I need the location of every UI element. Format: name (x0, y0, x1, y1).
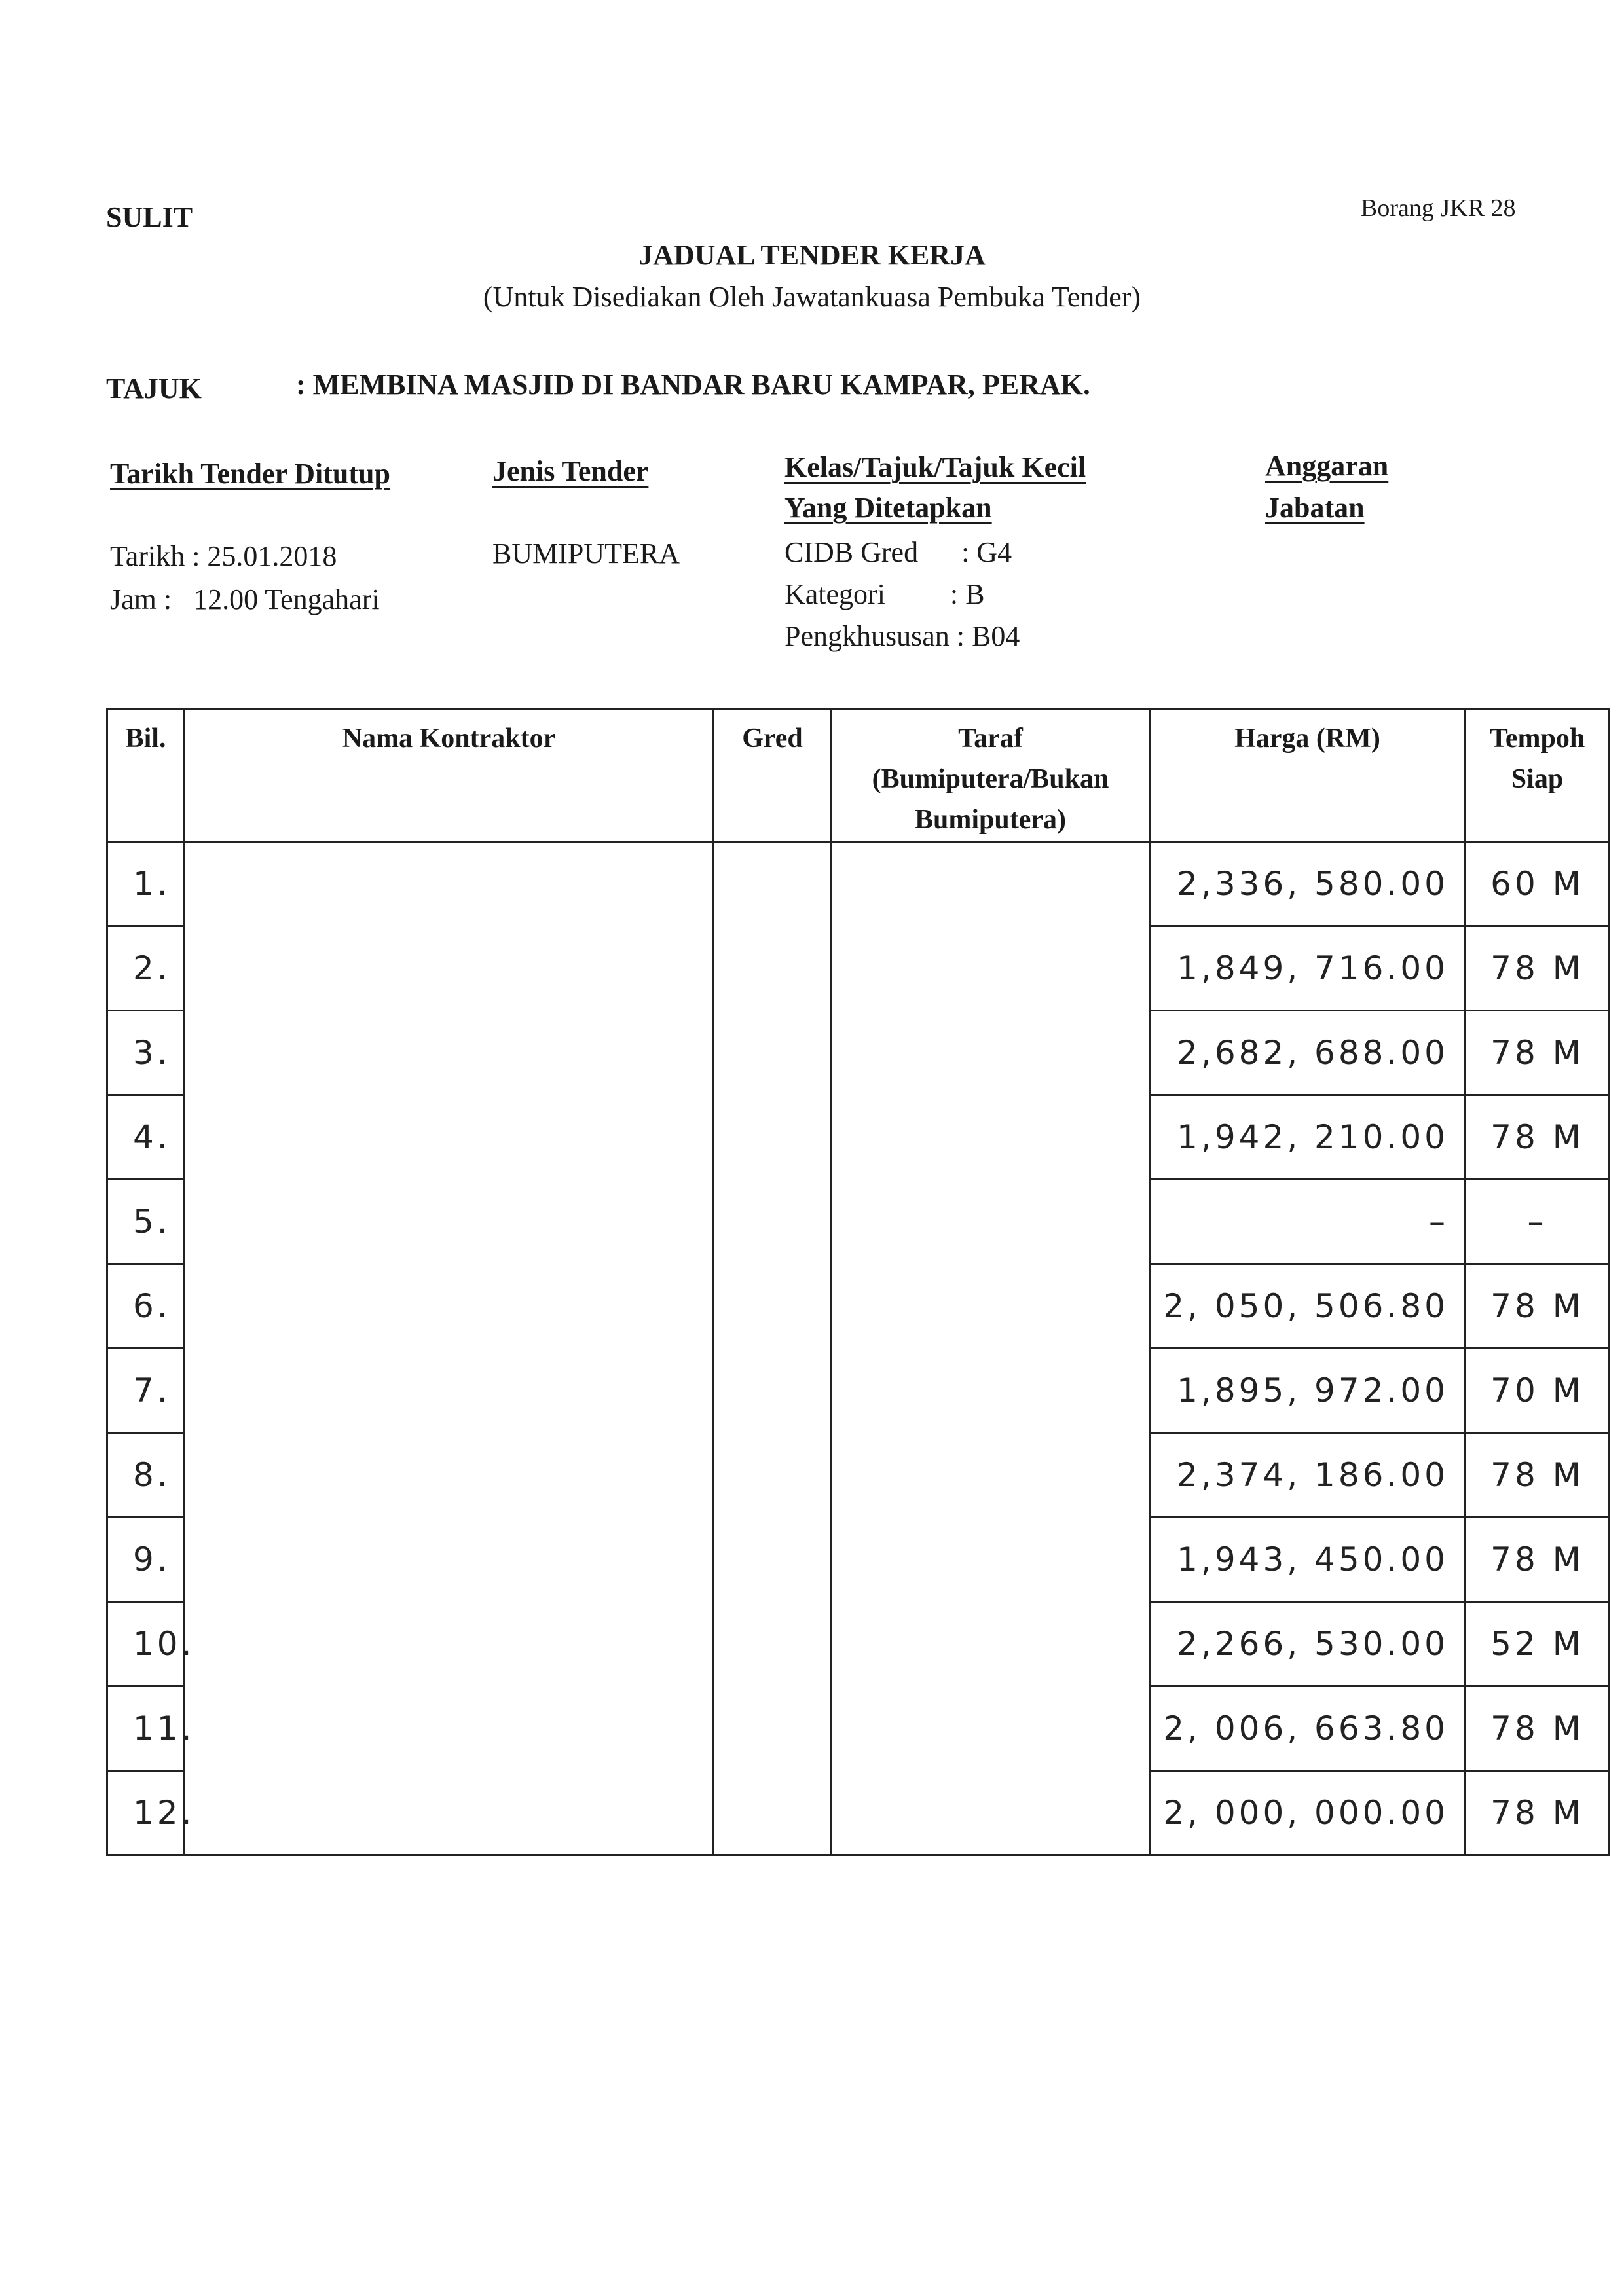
bil-value: 5. (133, 1203, 171, 1241)
harga-cell (1150, 1771, 1466, 1855)
gred-cell (714, 1686, 832, 1771)
tarikh-tender-ditutup-heading: Tarikh Tender Ditutup (110, 458, 390, 490)
tempoh-siap-cell (1466, 1518, 1610, 1602)
classification-label: SULIT (106, 201, 193, 233)
bil-cell (107, 1433, 185, 1518)
table-row (107, 1011, 1610, 1095)
document-title: JADUAL TENDER KERJA (638, 239, 986, 271)
tajuk-value: : MEMBINA MASJID DI BANDAR BARU KAMPAR, PERAK. (296, 369, 1090, 401)
tempoh-siap-cell (1466, 1180, 1610, 1264)
harga-value: 2, 006, 663.80 (1163, 1709, 1449, 1747)
tajuk-label: TAJUK (106, 373, 202, 405)
table-row (107, 1349, 1610, 1433)
tempoh-siap-value: 78 M (1490, 1794, 1584, 1832)
gred-cell (714, 1180, 832, 1264)
bil-cell (107, 1518, 185, 1602)
table-row (107, 1686, 1610, 1771)
bil-value: 3. (133, 1034, 171, 1072)
taraf-cell (832, 1518, 1150, 1602)
tempoh-siap-value: 78 M (1490, 1287, 1584, 1325)
bil-cell (107, 1771, 195, 1855)
nama-kontraktor-cell (185, 926, 714, 1011)
tempoh-siap-value: 52 M (1490, 1625, 1584, 1663)
nama-kontraktor-cell (185, 842, 714, 926)
gred-cell (714, 1095, 832, 1180)
header-taraf-line1: Taraf (958, 723, 1023, 754)
taraf-cell (832, 1349, 1150, 1433)
gred-cell (714, 1602, 832, 1686)
document-subtitle: (Untuk Disediakan Oleh Jawatankuasa Pembuka Tender) (483, 281, 1141, 313)
harga-cell (1150, 1095, 1466, 1180)
harga-cell (1150, 926, 1466, 1011)
tempoh-siap-cell (1466, 1602, 1610, 1686)
harga-value: 1,895, 972.00 (1177, 1372, 1449, 1410)
table-row (107, 1095, 1610, 1180)
taraf-cell (832, 842, 1150, 926)
bil-cell (107, 1180, 185, 1264)
bil-value: 12. (133, 1794, 195, 1832)
harga-cell (1150, 1433, 1466, 1518)
harga-value: 1,942, 210.00 (1177, 1118, 1449, 1156)
nama-kontraktor-cell (185, 1180, 714, 1264)
tempoh-siap-cell (1466, 1771, 1610, 1855)
header-taraf (832, 710, 1150, 842)
gred-cell (714, 1011, 832, 1095)
bil-cell (107, 842, 185, 926)
bil-value: 7. (133, 1372, 171, 1410)
tender-table (106, 708, 1610, 1856)
jam-value: Jam : 12.00 Tengahari (110, 583, 380, 615)
nama-kontraktor-cell (185, 1433, 714, 1518)
bil-cell (107, 926, 185, 1011)
nama-kontraktor-cell (185, 1602, 714, 1686)
bil-value: 6. (133, 1287, 171, 1325)
table-row (107, 926, 1610, 1011)
table-row (107, 1180, 1610, 1264)
bil-value: 9. (133, 1540, 171, 1578)
nama-kontraktor-cell (185, 1518, 714, 1602)
table-row (107, 1602, 1610, 1686)
tempoh-siap-value: 70 M (1490, 1372, 1584, 1410)
tempoh-siap-value: 78 M (1490, 1709, 1584, 1747)
taraf-cell (832, 1686, 1150, 1771)
kelas-heading-line1: Kelas/Tajuk/Tajuk Kecil (784, 451, 1086, 483)
tempoh-siap-value: 78 M (1490, 1034, 1584, 1072)
header-tempoh-line2: Siap (1511, 764, 1564, 794)
header-bil: Bil. (107, 710, 185, 842)
harga-cell (1150, 1518, 1466, 1602)
bil-cell (107, 1264, 185, 1349)
kelas-heading-line2: Yang Ditetapkan (784, 492, 992, 524)
bil-value: 1. (133, 865, 171, 903)
harga-value: 2,266, 530.00 (1177, 1625, 1449, 1663)
gred-cell (714, 1518, 832, 1602)
header-taraf-line3: Bumiputera) (915, 805, 1066, 835)
header-nama-kontraktor: Nama Kontraktor (185, 710, 714, 842)
header-tempoh-siap (1466, 710, 1610, 842)
nama-kontraktor-cell (185, 1771, 714, 1855)
tempoh-siap-value: – (1527, 1203, 1547, 1241)
tempoh-siap-cell (1466, 1349, 1610, 1433)
harga-cell (1150, 1264, 1466, 1349)
tempoh-siap-value: 78 M (1490, 1540, 1584, 1578)
table-row (107, 1264, 1610, 1349)
harga-value: – (1429, 1203, 1449, 1241)
bil-cell (107, 1011, 185, 1095)
gred-cell (714, 1771, 832, 1855)
harga-value: 1,849, 716.00 (1177, 949, 1449, 987)
kategori: Kategori : B (784, 578, 985, 610)
tempoh-siap-cell (1466, 1011, 1610, 1095)
table-row (107, 1433, 1610, 1518)
bil-cell (107, 1602, 195, 1686)
taraf-cell (832, 1433, 1150, 1518)
bil-value: 2. (133, 949, 171, 987)
tempoh-siap-value: 78 M (1490, 949, 1584, 987)
harga-cell (1150, 842, 1466, 926)
harga-cell (1150, 1602, 1466, 1686)
harga-value: 1,943, 450.00 (1177, 1540, 1449, 1578)
tempoh-siap-cell (1466, 842, 1610, 926)
tempoh-siap-cell (1466, 1686, 1610, 1771)
pengkhususan: Pengkhususan : B04 (784, 620, 1020, 652)
bil-value: 11. (133, 1709, 195, 1747)
tempoh-siap-cell (1466, 1264, 1610, 1349)
table-row (107, 1771, 1610, 1855)
harga-value: 2, 000, 000.00 (1163, 1794, 1449, 1832)
header-harga: Harga (RM) (1150, 710, 1466, 842)
harga-value: 2,336, 580.00 (1177, 865, 1449, 903)
harga-cell (1150, 1686, 1466, 1771)
harga-value: 2,682, 688.00 (1177, 1034, 1449, 1072)
anggaran-heading-line2: Jabatan (1265, 492, 1365, 524)
taraf-cell (832, 926, 1150, 1011)
harga-cell (1150, 1349, 1466, 1433)
table-header-row (107, 710, 1610, 842)
harga-value: 2,374, 186.00 (1177, 1456, 1449, 1494)
tempoh-siap-value: 78 M (1490, 1456, 1584, 1494)
tempoh-siap-cell (1466, 926, 1610, 1011)
nama-kontraktor-cell (185, 1686, 714, 1771)
nama-kontraktor-cell (185, 1095, 714, 1180)
taraf-cell (832, 1771, 1150, 1855)
taraf-cell (832, 1180, 1150, 1264)
table-row (107, 1518, 1610, 1602)
taraf-cell (832, 1095, 1150, 1180)
gred-cell (714, 1264, 832, 1349)
header-gred: Gred (714, 710, 832, 842)
form-code: Borang JKR 28 (1361, 194, 1516, 222)
taraf-cell (832, 1602, 1150, 1686)
tempoh-siap-value: 78 M (1490, 1118, 1584, 1156)
gred-cell (714, 926, 832, 1011)
bil-value: 4. (133, 1118, 171, 1156)
header-tempoh-line1: Tempoh (1489, 723, 1585, 754)
taraf-cell (832, 1264, 1150, 1349)
bil-cell (107, 1349, 185, 1433)
harga-value: 2, 050, 506.80 (1163, 1287, 1449, 1325)
tempoh-siap-cell (1466, 1433, 1610, 1518)
harga-cell (1150, 1011, 1466, 1095)
jenis-tender-heading: Jenis Tender (492, 455, 649, 487)
bil-value: 10. (133, 1625, 195, 1663)
bil-value: 8. (133, 1456, 171, 1494)
header-taraf-line2: (Bumiputera/Bukan (872, 764, 1109, 794)
gred-cell (714, 1433, 832, 1518)
anggaran-heading-line1: Anggaran (1265, 450, 1389, 482)
nama-kontraktor-cell (185, 1011, 714, 1095)
jenis-tender-value: BUMIPUTERA (492, 538, 680, 570)
gred-cell (714, 842, 832, 926)
nama-kontraktor-cell (185, 1349, 714, 1433)
tempoh-siap-value: 60 M (1490, 865, 1584, 903)
tarikh-value: Tarikh : 25.01.2018 (110, 540, 337, 572)
harga-cell (1150, 1180, 1466, 1264)
tempoh-siap-cell (1466, 1095, 1610, 1180)
bil-cell (107, 1686, 195, 1771)
gred-cell (714, 1349, 832, 1433)
nama-kontraktor-cell (185, 1264, 714, 1349)
taraf-cell (832, 1011, 1150, 1095)
bil-cell (107, 1095, 185, 1180)
cidb-gred: CIDB Gred : G4 (784, 536, 1012, 568)
table-row (107, 842, 1610, 926)
